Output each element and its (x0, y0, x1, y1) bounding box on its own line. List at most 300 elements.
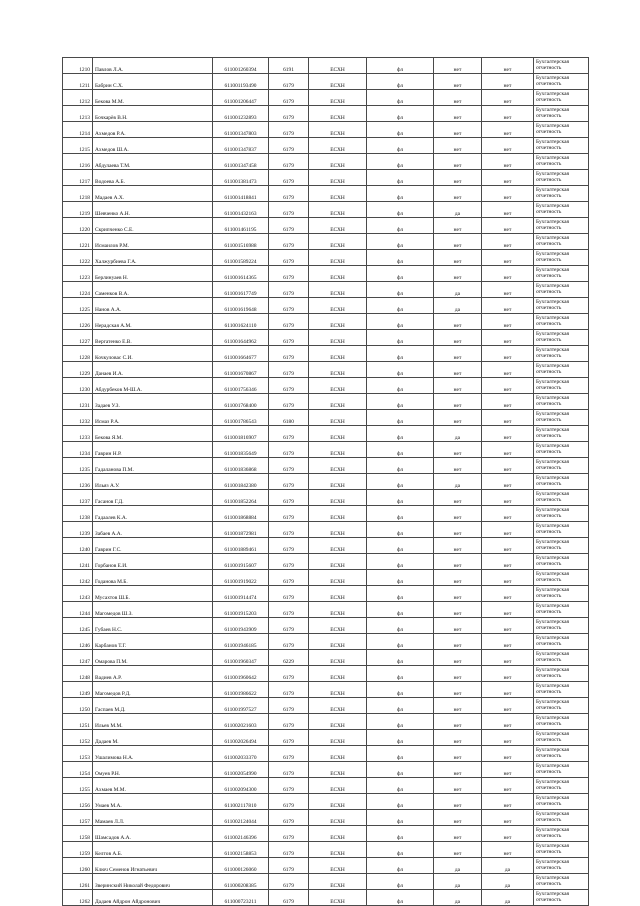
report-type-line2: отчетность (536, 481, 562, 488)
row-number-cell: 1261 (63, 874, 93, 890)
row-number-cell: 1222 (63, 250, 93, 266)
table-row (63, 618, 589, 634)
tax-regime-cell: ЕСХН (309, 714, 367, 730)
flag-b-cell: нет (482, 202, 534, 218)
person-type-cell: фл (367, 474, 434, 490)
tax-code-cell: 6179 (269, 330, 309, 346)
table-row (63, 634, 589, 650)
person-type-cell: фл (367, 74, 434, 90)
table-row (63, 762, 589, 778)
report-type-line1: Бухгалтерская (536, 874, 569, 881)
row-number-cell: 1254 (63, 762, 93, 778)
person-type-cell: фл (367, 186, 434, 202)
flag-a-cell: нет (434, 650, 482, 666)
flag-b-cell: нет (482, 122, 534, 138)
table-row (63, 458, 589, 474)
tax-code-cell: 6179 (269, 890, 309, 906)
report-type-line2: отчетность (536, 673, 562, 680)
report-type-cell (534, 570, 589, 586)
row-number-cell: 1252 (63, 730, 93, 746)
tax-code-cell: 6179 (269, 442, 309, 458)
person-type-cell: фл (367, 762, 434, 778)
tax-code-cell: 6179 (269, 634, 309, 650)
table-row (63, 778, 589, 794)
report-type-line1: Бухгалтерская (536, 778, 569, 785)
row-number-cell: 1262 (63, 890, 93, 906)
report-type-line1: Бухгалтерская (536, 298, 569, 305)
tax-code-cell: 6179 (269, 778, 309, 794)
report-type-cell (534, 506, 589, 522)
flag-a-cell: нет (434, 266, 482, 282)
table-row (63, 266, 589, 282)
report-type-line2: отчетность (536, 705, 562, 712)
tax-regime-cell: ЕСХН (309, 346, 367, 362)
tax-regime-cell: ЕСХН (309, 746, 367, 762)
tax-regime-cell: ЕСХН (309, 330, 367, 346)
report-type-cell (534, 698, 589, 714)
taxpayer-name-cell: Шамсадов А.А. (93, 826, 213, 842)
tax-code-cell: 6179 (269, 522, 309, 538)
flag-b-cell: нет (482, 458, 534, 474)
report-type-line1: Бухгалтерская (536, 666, 569, 673)
tax-code-cell: 6179 (269, 346, 309, 362)
inn-cell: 611001919022 (213, 570, 269, 586)
inn-cell: 611001461195 (213, 218, 269, 234)
tax-code-cell: 6179 (269, 682, 309, 698)
flag-b-cell: нет (482, 634, 534, 650)
flag-b-cell: нет (482, 218, 534, 234)
person-type-cell: фл (367, 90, 434, 106)
taxpayer-name-cell: Бекова Я.М. (93, 426, 213, 442)
flag-a-cell: нет (434, 186, 482, 202)
person-type-cell: фл (367, 490, 434, 506)
flag-a-cell: нет (434, 778, 482, 794)
table-row (63, 442, 589, 458)
person-type-cell: фл (367, 250, 434, 266)
table-row (63, 826, 589, 842)
report-type-line2: отчетность (536, 817, 562, 824)
flag-a-cell: нет (434, 378, 482, 394)
report-type-cell (534, 394, 589, 410)
row-number-cell: 1218 (63, 186, 93, 202)
report-type-cell (534, 602, 589, 618)
tax-regime-cell: ЕСХН (309, 666, 367, 682)
flag-a-cell: нет (434, 250, 482, 266)
report-type-line2: отчетность (536, 353, 562, 360)
row-number-cell: 1237 (63, 490, 93, 506)
report-type-cell (534, 650, 589, 666)
report-type-cell (534, 378, 589, 394)
row-number-cell: 1217 (63, 170, 93, 186)
report-type-line2: отчетность (536, 289, 562, 296)
tax-regime-cell: ЕСХН (309, 250, 367, 266)
inn-cell: 611001589224 (213, 250, 269, 266)
tax-code-cell: 6179 (269, 474, 309, 490)
inn-cell: 611002054990 (213, 762, 269, 778)
report-type-line2: отчетность (536, 721, 562, 728)
person-type-cell: фл (367, 666, 434, 682)
taxpayer-name-cell: Гаспаев М.Д. (93, 698, 213, 714)
table-row (63, 314, 589, 330)
row-number-cell: 1233 (63, 426, 93, 442)
tax-regime-cell: ЕСХН (309, 490, 367, 506)
report-type-cell (534, 490, 589, 506)
tax-regime-cell: ЕСХН (309, 458, 367, 474)
report-type-cell (534, 58, 589, 74)
taxpayer-name-cell: Ахмаев М.М. (93, 778, 213, 794)
report-type-line1: Бухгалтерская (536, 714, 569, 721)
flag-a-cell: да (434, 874, 482, 890)
tax-regime-cell: ЕСХН (309, 810, 367, 826)
tax-code-cell: 6179 (269, 810, 309, 826)
row-number-cell: 1231 (63, 394, 93, 410)
report-type-line2: отчетность (536, 689, 562, 696)
table-row (63, 570, 589, 586)
report-type-line2: отчетность (536, 401, 562, 408)
taxpayer-name-cell: Гасанов Г.Д. (93, 490, 213, 506)
taxpayer-name-cell: Горбанов Е.И. (93, 554, 213, 570)
inn-cell: 611001852264 (213, 490, 269, 506)
row-number-cell: 1220 (63, 218, 93, 234)
flag-b-cell: нет (482, 570, 534, 586)
row-number-cell: 1212 (63, 90, 93, 106)
table-row (63, 874, 589, 890)
person-type-cell: фл (367, 778, 434, 794)
tax-code-cell: 6179 (269, 218, 309, 234)
flag-a-cell: нет (434, 458, 482, 474)
tax-code-cell: 6179 (269, 122, 309, 138)
tax-code-cell: 6179 (269, 666, 309, 682)
inn-cell: 611002146396 (213, 826, 269, 842)
tax-code-cell: 6179 (269, 154, 309, 170)
report-type-line1: Бухгалтерская (536, 890, 569, 897)
report-type-line2: отчетность (536, 337, 562, 344)
flag-b-cell: нет (482, 74, 534, 90)
report-type-line2: отчетность (536, 449, 562, 456)
report-type-line1: Бухгалтерская (536, 394, 569, 401)
report-type-line2: отчетность (536, 433, 562, 440)
flag-a-cell: нет (434, 730, 482, 746)
inn-cell: 611002158853 (213, 842, 269, 858)
flag-a-cell: нет (434, 58, 482, 74)
taxpayer-name-cell: Абдурбеков М-Ш.А. (93, 378, 213, 394)
row-number-cell: 1245 (63, 618, 93, 634)
table-row (63, 554, 589, 570)
row-number-cell: 1260 (63, 858, 93, 874)
taxpayer-name-cell: Кочкуловас С.И. (93, 346, 213, 362)
flag-a-cell: нет (434, 842, 482, 858)
taxpayer-name-cell: Бекова М.М. (93, 90, 213, 106)
tax-regime-cell: ЕСХН (309, 442, 367, 458)
tax-regime-cell: ЕСХН (309, 218, 367, 234)
flag-a-cell: нет (434, 362, 482, 378)
row-number-cell: 1234 (63, 442, 93, 458)
flag-a-cell: нет (434, 826, 482, 842)
table-row (63, 282, 589, 298)
report-type-cell (534, 202, 589, 218)
row-number-cell: 1235 (63, 458, 93, 474)
report-type-line1: Бухгалтерская (536, 698, 569, 705)
tax-regime-cell: ЕСХН (309, 826, 367, 842)
inn-cell: 611001889461 (213, 538, 269, 554)
table-row (63, 362, 589, 378)
flag-b-cell: нет (482, 842, 534, 858)
flag-a-cell: нет (434, 762, 482, 778)
report-type-cell (534, 682, 589, 698)
person-type-cell: фл (367, 426, 434, 442)
report-type-cell (534, 234, 589, 250)
table-row (63, 842, 589, 858)
report-type-cell (534, 778, 589, 794)
tax-code-cell: 6179 (269, 170, 309, 186)
flag-a-cell: нет (434, 746, 482, 762)
tax-code-cell: 6179 (269, 826, 309, 842)
flag-a-cell: нет (434, 618, 482, 634)
inn-cell: 611001617749 (213, 282, 269, 298)
tax-regime-cell: ЕСХН (309, 378, 367, 394)
report-type-cell (534, 442, 589, 458)
flag-a-cell: нет (434, 74, 482, 90)
inn-cell: 611001872981 (213, 522, 269, 538)
flag-a-cell: нет (434, 106, 482, 122)
taxpayer-name-cell: Карбанов Т.Г. (93, 634, 213, 650)
inn-cell: 611002026494 (213, 730, 269, 746)
table-body (63, 58, 589, 906)
report-type-line2: отчетность (536, 465, 562, 472)
taxpayer-name-cell: Гаврин Н.Р. (93, 442, 213, 458)
taxpayer-name-cell: Ильяз А.У. (93, 474, 213, 490)
report-type-line2: отчетность (536, 305, 562, 312)
inn-cell: 611001232893 (213, 106, 269, 122)
table-row (63, 858, 589, 874)
table-row (63, 106, 589, 122)
inn-cell: 611000208385 (213, 874, 269, 890)
flag-a-cell: нет (434, 410, 482, 426)
row-number-cell: 1232 (63, 410, 93, 426)
taxpayer-name-cell: Данаев И.А. (93, 362, 213, 378)
flag-a-cell: нет (434, 602, 482, 618)
tax-regime-cell: ЕСХН (309, 538, 367, 554)
inn-cell: 611001868884 (213, 506, 269, 522)
table-row (63, 410, 589, 426)
report-type-cell (534, 282, 589, 298)
flag-a-cell: нет (434, 570, 482, 586)
report-type-cell (534, 810, 589, 826)
row-number-cell: 1211 (63, 74, 93, 90)
tax-regime-cell: ЕСХН (309, 730, 367, 746)
person-type-cell: фл (367, 458, 434, 474)
inn-cell: 611001960347 (213, 650, 269, 666)
taxpayer-name-cell: Бабрин С.Х. (93, 74, 213, 90)
report-type-line1: Бухгалтерская (536, 282, 569, 289)
taxpayer-name-cell: Магомедов Ш.З. (93, 602, 213, 618)
table-row (63, 602, 589, 618)
person-type-cell: фл (367, 266, 434, 282)
row-number-cell: 1257 (63, 810, 93, 826)
taxpayer-name-cell: Ахмедов Ш.А. (93, 138, 213, 154)
table-row (63, 682, 589, 698)
report-type-line2: отчетность (536, 97, 562, 104)
report-type-line2: отчетность (536, 577, 562, 584)
inn-cell: 611001193490 (213, 74, 269, 90)
person-type-cell: фл (367, 826, 434, 842)
report-type-line1: Бухгалтерская (536, 826, 569, 833)
inn-cell: 611001997527 (213, 698, 269, 714)
report-type-line1: Бухгалтерская (536, 170, 569, 177)
person-type-cell: фл (367, 570, 434, 586)
inn-cell: 611001986622 (213, 682, 269, 698)
tax-regime-cell: ЕСХН (309, 698, 367, 714)
taxpayer-name-cell: Дадаев М. (93, 730, 213, 746)
report-type-cell (534, 874, 589, 890)
taxpayer-name-cell: Забаев А.А. (93, 522, 213, 538)
report-type-line1: Бухгалтерская (536, 810, 569, 817)
tax-regime-cell: ЕСХН (309, 778, 367, 794)
report-type-cell (534, 106, 589, 122)
taxpayer-name-cell: Ильев М.М. (93, 714, 213, 730)
flag-b-cell: нет (482, 394, 534, 410)
table-row (63, 298, 589, 314)
report-type-line2: отчетность (536, 113, 562, 120)
report-type-cell (534, 154, 589, 170)
inn-cell: 611001347803 (213, 122, 269, 138)
inn-cell: 611002021603 (213, 714, 269, 730)
tax-code-cell: 6179 (269, 234, 309, 250)
tax-code-cell: 6179 (269, 842, 309, 858)
report-type-line1: Бухгалтерская (536, 250, 569, 257)
tax-code-cell: 6179 (269, 490, 309, 506)
table-row (63, 122, 589, 138)
taxpayer-name-cell: Мамаев Л.Л. (93, 810, 213, 826)
flag-b-cell: да (482, 874, 534, 890)
taxpayer-name-cell: Ушалимова Н.А. (93, 746, 213, 762)
report-type-line1: Бухгалтерская (536, 90, 569, 97)
report-type-cell (534, 714, 589, 730)
row-number-cell: 1214 (63, 122, 93, 138)
tax-regime-cell: ЕСХН (309, 154, 367, 170)
report-type-line1: Бухгалтерская (536, 570, 569, 577)
flag-b-cell: нет (482, 314, 534, 330)
report-type-cell (534, 730, 589, 746)
row-number-cell: 1223 (63, 266, 93, 282)
tax-regime-cell: ЕСХН (309, 602, 367, 618)
report-type-line1: Бухгалтерская (536, 346, 569, 353)
flag-a-cell: да (434, 858, 482, 874)
flag-b-cell: нет (482, 554, 534, 570)
report-type-line1: Бухгалтерская (536, 106, 569, 113)
report-type-line1: Бухгалтерская (536, 442, 569, 449)
flag-b-cell: нет (482, 378, 534, 394)
row-number-cell: 1238 (63, 506, 93, 522)
row-number-cell: 1240 (63, 538, 93, 554)
tax-regime-cell: ЕСХН (309, 586, 367, 602)
person-type-cell: фл (367, 154, 434, 170)
report-type-line2: отчетность (536, 129, 562, 136)
inn-cell: 611001516988 (213, 234, 269, 250)
tax-regime-cell: ЕСХН (309, 634, 367, 650)
inn-cell: 611001943909 (213, 618, 269, 634)
row-number-cell: 1243 (63, 586, 93, 602)
taxpayer-name-cell: Халжурбиева Г.А. (93, 250, 213, 266)
inn-cell: 611002033370 (213, 746, 269, 762)
person-type-cell: фл (367, 602, 434, 618)
flag-a-cell: нет (434, 154, 482, 170)
tax-code-cell: 6179 (269, 74, 309, 90)
person-type-cell: фл (367, 442, 434, 458)
flag-b-cell: нет (482, 330, 534, 346)
report-type-line2: отчетность (536, 145, 562, 152)
person-type-cell: фл (367, 234, 434, 250)
table-row (63, 346, 589, 362)
report-type-cell (534, 314, 589, 330)
person-type-cell: фл (367, 394, 434, 410)
table-row (63, 794, 589, 810)
flag-a-cell: нет (434, 170, 482, 186)
person-type-cell: фл (367, 522, 434, 538)
tax-code-cell: 6179 (269, 554, 309, 570)
table-row (63, 74, 589, 90)
person-type-cell: фл (367, 618, 434, 634)
inn-cell: 611001347458 (213, 154, 269, 170)
flag-b-cell: нет (482, 602, 534, 618)
tax-code-cell: 6179 (269, 618, 309, 634)
flag-b-cell: нет (482, 586, 534, 602)
report-type-line2: отчетность (536, 417, 562, 424)
tax-code-cell: 6179 (269, 426, 309, 442)
report-type-line1: Бухгалтерская (536, 202, 569, 209)
report-type-line1: Бухгалтерская (536, 186, 569, 193)
tax-regime-cell: ЕСХН (309, 858, 367, 874)
tax-regime-cell: ЕСХН (309, 138, 367, 154)
taxpayer-name-cell: Годанова М.Б. (93, 570, 213, 586)
report-type-cell (534, 410, 589, 426)
report-type-cell (534, 842, 589, 858)
inn-cell: 611001915203 (213, 602, 269, 618)
taxpayer-name-cell: Гадаланова П.М. (93, 458, 213, 474)
report-type-line2: отчетность (536, 161, 562, 168)
flag-a-cell: нет (434, 698, 482, 714)
tax-code-cell: 6179 (269, 138, 309, 154)
table-row (63, 90, 589, 106)
flag-a-cell: нет (434, 346, 482, 362)
report-type-cell (534, 122, 589, 138)
table-row (63, 202, 589, 218)
report-type-line2: отчетность (536, 545, 562, 552)
taxpayer-name-cell: Скрипченко С.Е. (93, 218, 213, 234)
tax-code-cell: 6179 (269, 746, 309, 762)
report-type-cell (534, 170, 589, 186)
person-type-cell: фл (367, 218, 434, 234)
report-type-line2: отчетность (536, 769, 562, 776)
tax-regime-cell: ЕСХН (309, 186, 367, 202)
report-type-line1: Бухгалтерская (536, 682, 569, 689)
report-type-line2: отчетность (536, 833, 562, 840)
row-number-cell: 1224 (63, 282, 93, 298)
tax-regime-cell: ЕСХН (309, 314, 367, 330)
table-row (63, 378, 589, 394)
person-type-cell: фл (367, 122, 434, 138)
tax-regime-cell: ЕСХН (309, 202, 367, 218)
tax-code-cell: 6179 (269, 858, 309, 874)
report-type-cell (534, 554, 589, 570)
tax-code-cell: 6179 (269, 378, 309, 394)
person-type-cell: фл (367, 794, 434, 810)
table-row (63, 714, 589, 730)
taxpayer-name-cell: Нерадская А.М. (93, 314, 213, 330)
report-type-line2: отчетность (536, 801, 562, 808)
table-row (63, 474, 589, 490)
flag-b-cell: нет (482, 730, 534, 746)
